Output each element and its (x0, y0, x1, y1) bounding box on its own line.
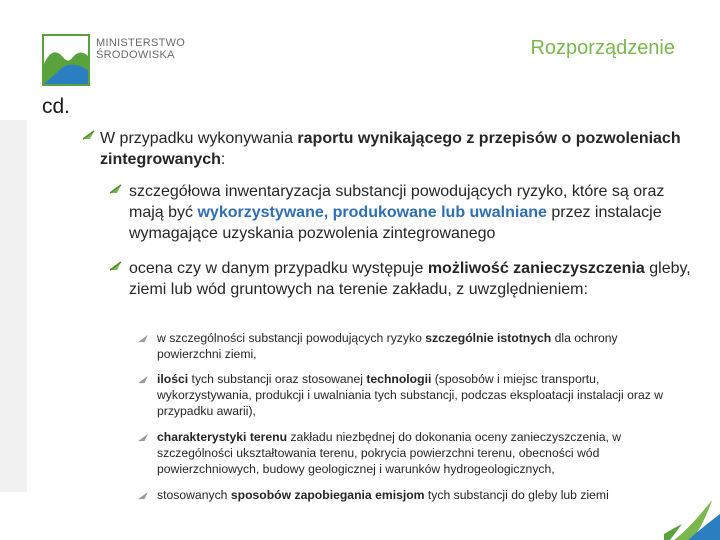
s2-mid: tych substancji oraz stosowanej (188, 372, 367, 386)
logo-line-1: MINISTERSTWO (96, 37, 186, 49)
logo-text (96, 37, 185, 61)
bullet-level2-assessment-text (129, 258, 695, 300)
s1-bold: szczególnie istotnych (425, 331, 552, 345)
bullet-arrow-icon (138, 491, 149, 500)
s3-bold: charakterystyki terenu (157, 430, 288, 444)
bullet-arrow-icon (138, 433, 149, 442)
bullet-level3-terrain (138, 429, 683, 477)
bullet-arrow-icon (138, 334, 149, 343)
b1-bold: raportu wynikającego z przepisów o pozwoleniach zintegrowanych (100, 130, 681, 168)
bullet-arrow-icon (110, 184, 122, 194)
bullet-level2-inventory-text (129, 181, 695, 244)
b1b-bold: możliwość zanieczyszczenia (427, 260, 645, 277)
bullet-level1 (83, 128, 683, 170)
s2-bold2: technologii (366, 372, 432, 386)
s2-bold1: ilości (157, 372, 189, 386)
s1-text (157, 330, 683, 362)
s1-pre: w szczególności substancji powodujących ryzyko (157, 331, 426, 345)
s4-bold: sposobów zapobiegania emisjom (230, 488, 425, 502)
s4-post: tych substancji do gleby lub ziemi (424, 488, 609, 502)
b1a-post: przez instalacje wymagające uzyskania pozwolenia zintegrowanego (129, 204, 662, 242)
b1b-pre: ocena czy w danym przypadku występuje (129, 260, 428, 277)
s3-post: zakładu niezbędnej do dokonania oceny zanieczyszczenia, w szczególności ukształtowania terenu, pokrycia powierzchni terenu, obecności wód powierzchniowych, budowy geologicznej i warunków hydrogeologicznych, (157, 430, 622, 476)
bullet-arrow-icon (83, 130, 95, 140)
logo-line-2: ŚRODOWISKA (96, 49, 175, 61)
bullet-arrow-icon (110, 261, 122, 271)
b1a-highlight: wykorzystywane, produkowane lub uwalniane (197, 204, 547, 221)
ministry-logo (42, 34, 192, 90)
bullet-level3-prevention (138, 487, 683, 503)
bullet-level2-assessment (110, 258, 695, 300)
s4-text (157, 487, 683, 503)
b1a-pre: szczegółowa inwentaryzacja substancji powodujących ryzyko, które są oraz mają być (129, 183, 665, 221)
s1-post: dla ochrony powierzchni ziemi, (157, 331, 618, 361)
s4-pre: stosowanych (157, 488, 231, 502)
b1-pre: W przypadku wykonywania (100, 130, 298, 147)
bullet-level2-inventory (110, 181, 695, 244)
continuation-label: cd. (42, 95, 71, 118)
s3-text (157, 429, 683, 477)
b1b-post: gleby, ziemi lub wód gruntowych na terenie zakładu, z uwzględnieniem: (129, 260, 691, 298)
ministry-logo-icon (42, 34, 90, 86)
corner-swoosh-icon (660, 494, 720, 540)
bullet-level1-text (100, 128, 683, 170)
s2-post: (sposobów i miejsc transportu, wykorzystywania, produkcji i uwalniania tych substancji, podczas eksploatacji instalacji oraz w przypadku awarii), (157, 372, 664, 418)
b1-post: : (220, 151, 226, 168)
bullet-arrow-icon (138, 375, 149, 384)
left-sidebar-strip (0, 120, 27, 492)
slide-title: Rozporządzenie (530, 37, 675, 59)
bullet-level3-substances (138, 330, 683, 362)
s2-text (157, 371, 683, 419)
bullet-level3-quantities (138, 371, 683, 419)
